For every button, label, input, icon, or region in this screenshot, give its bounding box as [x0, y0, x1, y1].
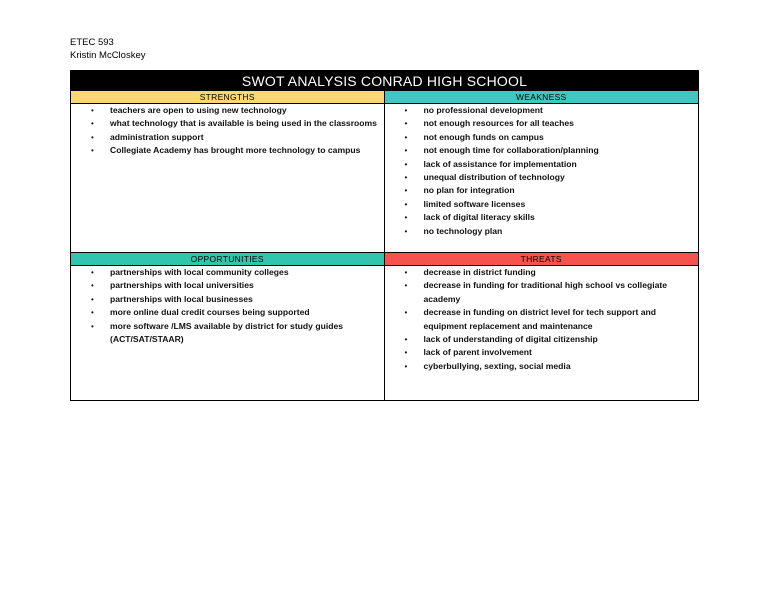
list-item-text: lack of digital literacy skills [423, 212, 535, 223]
list-item [385, 346, 693, 359]
list-item [385, 158, 693, 171]
list-item [71, 320, 378, 347]
list-item-text: decrease in funding on district level for tech support and equipment replacement and maintenance [423, 307, 657, 331]
bullet-icon: • [91, 321, 94, 331]
list-item-text: no plan for integration [423, 185, 515, 196]
swot-table [70, 70, 699, 401]
bullet-icon: • [91, 146, 94, 156]
bullet-icon: • [404, 146, 408, 156]
strengths-list [71, 104, 378, 158]
bullet-icon: • [404, 159, 408, 169]
list-item [385, 144, 693, 157]
list-item-text: lack of assistance for implementation [423, 158, 577, 169]
opportunities-cell [71, 252, 385, 400]
bullet-icon: • [91, 281, 94, 291]
threats-list [385, 266, 693, 373]
bullet-icon: • [91, 132, 94, 142]
bullet-icon: • [91, 294, 94, 304]
list-item [71, 104, 378, 117]
bullet-icon: • [404, 199, 408, 209]
list-item-text: no professional development [423, 105, 543, 115]
bullet-icon: • [91, 268, 94, 277]
swot-title: SWOT ANALYSIS CONRAD HIGH SCHOOL [71, 71, 698, 91]
bullet-icon: • [404, 119, 408, 129]
list-item-text: no technology plan [423, 225, 503, 236]
list-item-text: teachers are open to using new technology [110, 105, 287, 115]
list-item [71, 117, 378, 130]
threats-cell [385, 252, 699, 400]
list-item [385, 131, 693, 144]
bullet-icon: • [404, 308, 408, 318]
bullet-icon: • [404, 213, 408, 223]
list-item-text: cyberbullying, sexting, social media [423, 360, 571, 371]
bullet-icon: • [91, 308, 94, 318]
bullet-icon: • [404, 335, 408, 345]
bullet-icon: • [404, 226, 408, 236]
bullet-icon: • [91, 106, 94, 115]
list-item-text: more software /LMS available by district for study guides (ACT/SAT/STAAR) [110, 320, 344, 345]
list-item-text: not enough funds on campus [423, 131, 544, 142]
bullet-icon: • [404, 186, 408, 196]
list-item [71, 144, 378, 157]
list-item [385, 306, 693, 333]
list-item-text: partnerships with local community colleges [110, 267, 289, 277]
list-item [385, 225, 693, 238]
list-item-text: not enough resources for all teaches [423, 118, 574, 129]
list-item-text: lack of understanding of digital citizenship [423, 334, 598, 345]
weakness-heading: WEAKNESS [385, 91, 699, 104]
bullet-icon: • [404, 281, 408, 291]
list-item [71, 306, 378, 319]
strengths-heading: STRENGTHS [71, 91, 384, 104]
list-item [385, 171, 693, 184]
opportunities-list [71, 266, 378, 346]
swot-row-bottom [71, 252, 698, 400]
list-item [385, 184, 693, 197]
list-item [385, 104, 693, 117]
list-item [71, 293, 378, 306]
bullet-icon: • [404, 173, 408, 183]
bullet-icon: • [404, 268, 408, 277]
list-item-text: decrease in funding for traditional high school vs collegiate academy [423, 280, 668, 304]
threats-heading: THREATS [385, 252, 699, 266]
list-item-text: partnerships with local businesses [110, 293, 253, 304]
document-header [70, 36, 146, 62]
swot-row-top [71, 91, 698, 252]
opportunities-heading: OPPORTUNITIES [71, 252, 384, 266]
list-item [71, 279, 378, 292]
course-code: ETEC 593 [70, 37, 114, 48]
bullet-icon: • [91, 119, 94, 129]
bullet-icon: • [404, 132, 408, 142]
list-item-text: more online dual credit courses being supported [110, 307, 310, 318]
list-item [71, 266, 378, 279]
list-item-text: limited software licenses [423, 198, 526, 209]
list-item-text: lack of parent involvement [423, 347, 532, 358]
list-item-text: unequal distribution of technology [423, 172, 565, 183]
author-name: Kristin McCloskey [70, 50, 146, 61]
weakness-list [385, 104, 693, 238]
bullet-icon: • [404, 348, 408, 358]
list-item [385, 266, 693, 279]
list-item-text: decrease in district funding [423, 267, 536, 277]
list-item-text: Collegiate Academy has brought more technology to campus [110, 145, 361, 156]
list-item-text: what technology that is available is being used in the classrooms [110, 118, 377, 129]
bullet-icon: • [404, 361, 408, 371]
list-item [385, 117, 693, 130]
strengths-cell [71, 91, 385, 252]
list-item [385, 333, 693, 346]
bullet-icon: • [404, 106, 408, 115]
weakness-cell [385, 91, 699, 252]
list-item [385, 198, 693, 211]
list-item-text: not enough time for collaboration/planning [423, 145, 599, 156]
list-item [71, 131, 378, 144]
list-item-text: administration support [110, 131, 204, 142]
list-item [385, 360, 693, 373]
list-item [385, 211, 693, 224]
list-item [385, 279, 693, 306]
list-item-text: partnerships with local universities [110, 280, 254, 291]
